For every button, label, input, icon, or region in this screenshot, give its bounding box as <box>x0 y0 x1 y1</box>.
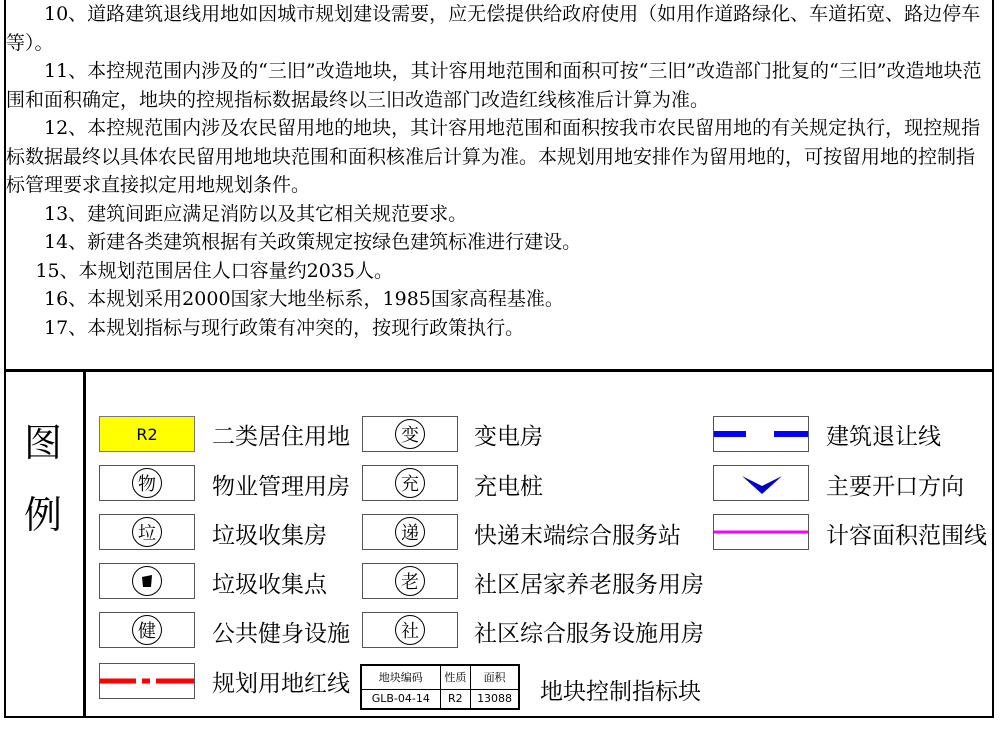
index-block-symbol <box>360 664 520 710</box>
fitness-circle-icon: 健 <box>132 615 162 645</box>
charging-symbol <box>362 465 458 501</box>
index-header-area: 面积 <box>471 666 519 690</box>
legend-title-char-2: 例 <box>24 493 63 537</box>
note-12: 12、本控规范围内涉及农民留用地的地块，其计容用地范围和面积按我市农民留用地的有关规定执行，现控规指标数据最终以具体农民留用地地块范围和面积核准后计算为准。本规划用地安排作为留用地的，可按留用地的控制指标管理要求直接拟定用地规划条件。 <box>6 117 981 196</box>
r2-land-symbol <box>99 416 195 452</box>
legend-label-substation: 变电房 <box>474 424 543 450</box>
index-value-code: GLB-04-14 <box>362 689 441 708</box>
charging-circle-icon: 充 <box>395 468 425 498</box>
index-value-area: 13088 <box>471 689 519 708</box>
note-17: 17、本规划指标与现行政策有冲突的，按现行政策执行。 <box>44 316 525 339</box>
substation-circle-icon: 变 <box>395 419 425 449</box>
substation-symbol <box>362 416 458 452</box>
red-line-symbol <box>99 663 195 699</box>
community-circle-icon: 社 <box>395 615 425 645</box>
index-value-type: R2 <box>440 689 471 708</box>
legend-label-property: 物业管理用房 <box>212 474 350 500</box>
property-mgmt-symbol <box>99 465 195 501</box>
legend-label-elderly: 社区居家养老服务用房 <box>474 572 704 598</box>
elderly-symbol <box>362 563 458 599</box>
express-symbol <box>362 514 458 550</box>
legend-label-garbage-point: 垃圾收集点 <box>212 572 327 598</box>
red-dash-dot-line-icon <box>100 664 194 698</box>
opening-direction-symbol <box>713 465 809 501</box>
legend-label-setback: 建筑退让线 <box>826 424 941 450</box>
garbage-house-circle-icon: 垃 <box>132 517 162 547</box>
legend-label-plot-ratio: 计容面积范围线 <box>826 523 987 549</box>
legend-label-fitness: 公共健身设施 <box>212 621 350 647</box>
section-divider <box>4 369 994 372</box>
note-15: 15、本规划范围居住人口容量约2035人。 <box>35 259 393 282</box>
note-10: 10、道路建筑退线用地如因城市规划建设需要，应无偿提供给政府使用（如用作道路绿化、车道拓宽、路边停车等）。 <box>6 3 981 54</box>
legend-label-garbage-house: 垃圾收集房 <box>212 523 327 549</box>
fitness-symbol <box>99 612 195 648</box>
legend-label-red-line: 规划用地红线 <box>212 671 350 697</box>
garbage-house-symbol <box>99 514 195 550</box>
note-13: 13、建筑间距应满足消防以及其它相关规范要求。 <box>44 202 468 225</box>
magenta-line-icon <box>714 515 808 549</box>
blue-chevron-icon <box>714 466 808 500</box>
legend-title-char-1: 图 <box>24 421 63 465</box>
legend-title-cell <box>4 372 86 718</box>
express-circle-icon: 递 <box>395 517 425 547</box>
plot-ratio-line-symbol <box>713 514 809 550</box>
legend-label-r2: 二类居住用地 <box>212 424 350 450</box>
index-header-code: 地块编码 <box>362 666 441 690</box>
legend-label-community: 社区综合服务设施用房 <box>474 621 704 647</box>
setback-line-symbol <box>713 416 809 452</box>
legend-label-express: 快递末端综合服务站 <box>474 523 681 549</box>
note-11: 11、本控规范围内涉及的“三旧”改造地块，其计容用地范围和面积可按“三旧”改造部门批复的“三旧”改造地块范围和面积确定，地块的控规指标数据最终以三旧改造部门改造红线核准后计算为准。 <box>6 60 982 111</box>
garbage-point-symbol <box>99 563 195 599</box>
note-14: 14、新建各类建筑根据有关政策规定按绿色建筑标准进行建设。 <box>44 231 582 253</box>
notes-section <box>6 0 986 370</box>
legend-label-charging: 充电桩 <box>474 474 543 500</box>
property-circle-icon: 物 <box>132 468 162 498</box>
index-header-type: 性质 <box>440 666 471 690</box>
bin-icon <box>132 566 162 596</box>
community-symbol <box>362 612 458 648</box>
blue-dashed-line-icon <box>714 417 808 451</box>
elderly-circle-icon: 老 <box>395 566 425 596</box>
legend-label-opening: 主要开口方向 <box>826 474 964 500</box>
note-16: 16、本规划采用2000国家大地坐标系，1985国家高程基准。 <box>44 288 564 310</box>
legend-label-index-block: 地块控制指标块 <box>540 679 701 705</box>
r2-symbol-text: R2 <box>136 424 158 444</box>
